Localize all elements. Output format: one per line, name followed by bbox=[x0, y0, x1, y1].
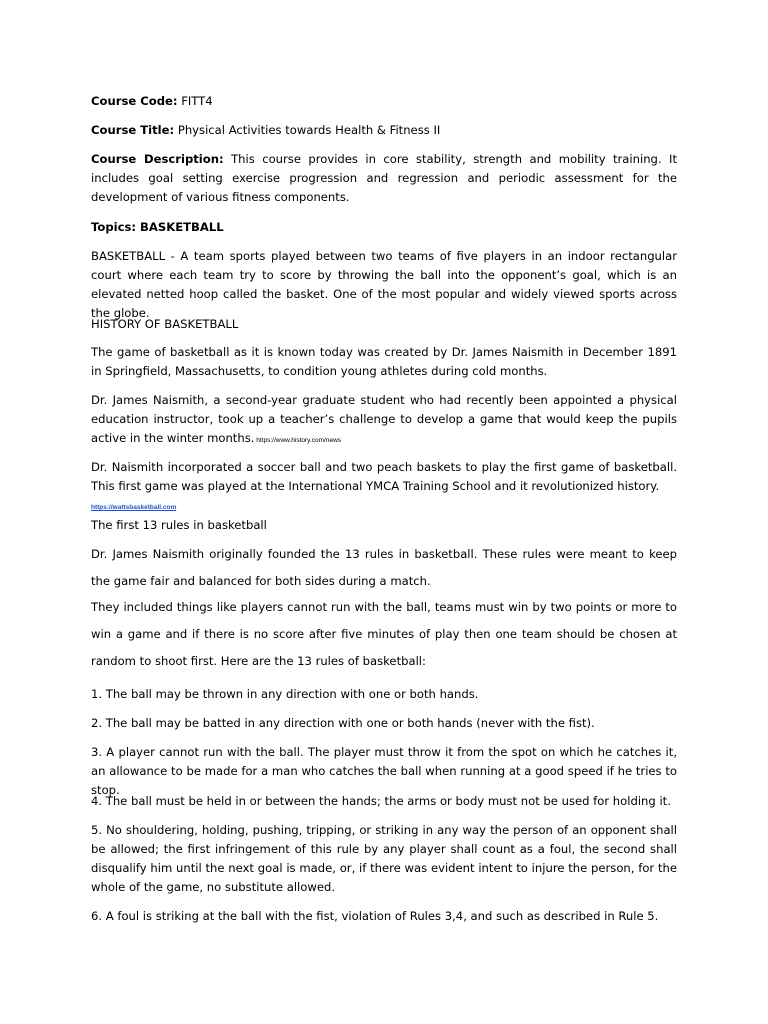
rule-item: 1. The ball may be thrown in any direction with one or both hands. bbox=[91, 687, 479, 701]
rule-item: 3. A player cannot run with the ball. The player must throw it from the spot on which he catches it, an allowance to be made for a man who catches the ball when running at a good speed if he tries to stop. bbox=[91, 745, 677, 797]
course-code-value: FITT4 bbox=[177, 94, 213, 108]
rules-paragraph-1: Dr. James Naismith originally founded the 13 rules in basketball. These rules were meant to keep the game fair and balanced for both sides during a match. bbox=[91, 547, 677, 588]
course-title-value: Physical Activities towards Health & Fitness II bbox=[174, 123, 441, 137]
rule-item: 4. The ball must be held in or between the hands; the arms or body must not be used for holding it. bbox=[91, 794, 671, 808]
watts-basketball-link[interactable]: https://wattsbasketball.com bbox=[91, 504, 177, 511]
rule-item: 5. No shouldering, holding, pushing, tripping, or striking in any way the person of an opponent shall be allowed; the first infringement of this rule by any player shall count as a foul, the second shall disqualify him until the next goal is made, or, if there was evident intent to injure the person, for the whole of the game, no substitute allowed. bbox=[91, 823, 677, 894]
intro-paragraph: BASKETBALL - A team sports played between two teams of five players in an indoor rectangular court where each team try to score by throwing the ball into the opponent’s goal, which is an elevated netted hoop called the basket. One of the most popular and widely viewed sports across the globe. bbox=[91, 249, 677, 320]
history-paragraph-3 bbox=[91, 458, 677, 517]
topics-heading: Topics: BASKETBALL bbox=[91, 220, 224, 234]
course-title bbox=[91, 121, 677, 140]
course-description bbox=[91, 150, 677, 207]
history-source-citation: https://www.history.com/news bbox=[254, 437, 342, 444]
course-description-value: This course provides in core stability, strength and mobility training. It includes goal setting exercise progression and regression and periodic assessment for the development of various fitness components. bbox=[91, 152, 677, 204]
history-paragraph-2-text: Dr. James Naismith, a second-year graduate student who had recently been appointed a physical education instructor, took up a teacher’s challenge to develop a game that would keep the pupils active in the winter months. bbox=[91, 393, 677, 445]
course-description-label: Course Description: bbox=[91, 152, 224, 166]
rule-item: 2. The ball may be batted in any direction with one or both hands (never with the fist). bbox=[91, 716, 595, 730]
history-paragraph-1: The game of basketball as it is known today was created by Dr. James Naismith in December 1891 in Springfield, Massachusetts, to condition young athletes during cold months. bbox=[91, 345, 677, 378]
course-code bbox=[91, 92, 677, 111]
history-paragraph-2 bbox=[91, 391, 677, 448]
rules-paragraph-2: They included things like players cannot run with the ball, teams must win by two points or more to win a game and if there is no score after five minutes of play then one team should be chosen at random to shoot first. Here are the 13 rules of basketball: bbox=[91, 600, 677, 668]
course-code-label: Course Code: bbox=[91, 94, 178, 108]
course-title-label: Course Title: bbox=[91, 123, 175, 137]
history-heading: HISTORY OF BASKETBALL bbox=[91, 317, 239, 331]
rule-item: 6. A foul is striking at the ball with the fist, violation of Rules 3,4, and such as described in Rule 5. bbox=[91, 909, 659, 923]
rules-heading: The first 13 rules in basketball bbox=[91, 518, 267, 532]
history-paragraph-3-text: Dr. Naismith incorporated a soccer ball and two peach baskets to play the first game of basketball. This first game was played at the International YMCA Training School and it revolutionized history. bbox=[91, 460, 677, 493]
